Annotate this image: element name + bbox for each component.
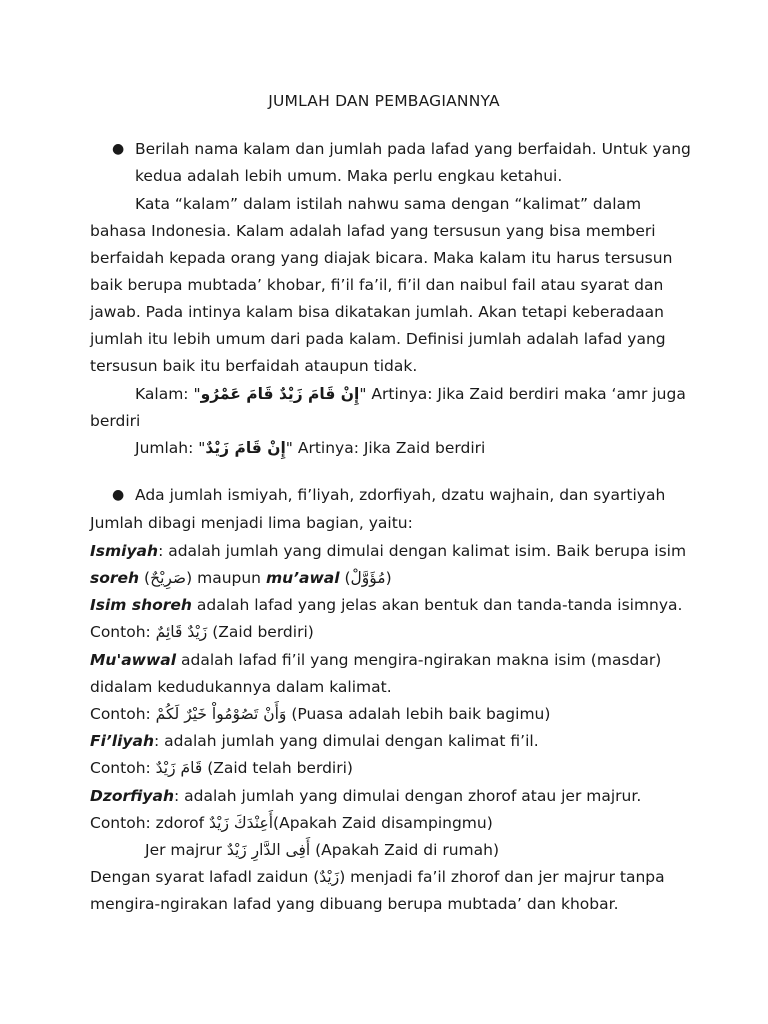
contoh1-arabic: زَيْدٌ قَائِمٌ	[155, 623, 208, 641]
jer-label: Jer majrur	[145, 841, 227, 859]
muawal-term: mu’awal	[265, 569, 340, 587]
para1-line5: jawab. Pada intinya kalam bisa dikatakan jumlah. Akan tetapi keberadaan	[90, 303, 664, 321]
filiyah-definition	[90, 731, 539, 751]
contoh-filiyah	[90, 758, 353, 778]
kalam-arabic: إِنْ قَامَ زَيْدٌ قَامَ عَمْرُو	[200, 385, 360, 403]
ismiyah-def: : adalah jumlah yang dimulai dengan kalimat isim. Baik berupa isim	[158, 542, 687, 560]
contoh-jer-majrur	[145, 840, 499, 860]
contoh2-meaning: (Puasa adalah lebih baik bagimu)	[286, 705, 551, 723]
ismiyah-definition	[90, 541, 686, 561]
bullet1-line1: Berilah nama kalam dan jumlah pada lafad yang berfaidah. Untuk yang	[135, 140, 691, 158]
bullet-marker: ●	[112, 487, 125, 503]
jer-meaning: (Apakah Zaid di rumah)	[310, 841, 499, 859]
para1-line6: jumlah itu lebih umum dari pada kalam. Definisi jumlah adalah lafad yang	[90, 330, 666, 348]
page-title: JUMLAH DAN PEMBAGIANNYA	[268, 92, 500, 110]
closing-arabic: زَيْدٌ	[319, 868, 340, 886]
contoh3-meaning: (Zaid telah berdiri)	[202, 759, 353, 777]
maupun-text: maupun	[192, 569, 266, 587]
soreh-term: soreh	[90, 569, 140, 587]
soreh-arabic: صَرِيْحٌ	[150, 569, 187, 587]
muawwal-term: Mu'awwal	[90, 651, 177, 669]
muawal-arabic: مُؤَوَّلْ	[350, 569, 386, 587]
jumlah-arabic: إِنْ قَامَ زَيْدٌ	[205, 439, 286, 457]
isim-shoreh-def: adalah lafad yang jelas akan bentuk dan tanda-tanda isimnya.	[191, 596, 683, 614]
closing-line2: mengira-ngirakan lafad yang dibuang berupa mubtada’ dan khobar.	[90, 895, 619, 913]
dzorfiyah-definition	[90, 786, 641, 806]
contoh4-arabic: أَعِنْدَكَ زَيْدٌ	[209, 814, 274, 832]
dzorfiyah-term: Dzorfiyah	[90, 787, 174, 805]
jumlah-example	[135, 438, 485, 458]
closing-post: ) menjadi fa’il zhorof dan jer majrur tanpa	[339, 868, 665, 886]
muawwal-definition	[90, 650, 661, 670]
contoh4-meaning: (Apakah Zaid disampingmu)	[273, 814, 493, 832]
division-intro: Jumlah dibagi menjadi lima bagian, yaitu:	[90, 514, 413, 532]
filiyah-def: : adalah jumlah yang dimulai dengan kalimat fi’il.	[154, 732, 539, 750]
para1-line3: berfaidah kepada orang yang diajak bicara. Maka kalam itu harus tersusun	[90, 249, 673, 267]
muawwal-def-cont: didalam kedudukannya dalam kalimat.	[90, 678, 392, 696]
contoh-zdorof	[90, 813, 493, 833]
bullet-marker: ●	[112, 141, 125, 157]
jer-arabic: أَفِى الدَّارِ زَيْدٌ	[226, 841, 311, 859]
para1-line1: Kata “kalam” dalam istilah nahwu sama dengan “kalimat” dalam	[135, 195, 642, 213]
contoh-muawwal	[90, 704, 550, 724]
closing-line1	[90, 867, 665, 887]
kalam-meaning-cont: berdiri	[90, 412, 141, 430]
filiyah-term: Fi’liyah	[90, 732, 155, 750]
contoh-label: Contoh:	[90, 759, 156, 777]
dzorfiyah-def: : adalah jumlah yang dimulai dengan zhorof atau jer majrur.	[173, 787, 642, 805]
kalam-label: Kalam: "	[135, 385, 201, 403]
contoh3-arabic: قَامَ زَيْدٌ	[155, 759, 203, 777]
ismiyah-types: soreh (صَرِيْحٌ) maupun mu’awal (مُؤَوَّلْ)	[90, 569, 392, 587]
jumlah-label: Jumlah: "	[135, 439, 206, 457]
ismiyah-term: Ismiyah	[90, 542, 159, 560]
isim-shoreh-definition	[90, 595, 682, 615]
para1-line2: bahasa Indonesia. Kalam adalah lafad yang tersusun yang bisa memberi	[90, 222, 656, 240]
contoh1-meaning: (Zaid berdiri)	[207, 623, 314, 641]
contoh-label: Contoh:	[90, 705, 156, 723]
muawwal-def: adalah lafad fi’il yang mengira-ngirakan makna isim (masdar)	[176, 651, 662, 669]
closing-pre: Dengan syarat lafadl zaidun (	[90, 868, 320, 886]
bullet1-line2: kedua adalah lebih umum. Maka perlu engkau ketahui.	[135, 167, 563, 185]
kalam-example	[135, 384, 686, 404]
bullet2-text: Ada jumlah ismiyah, fi’liyah, zdorfiyah, dzatu wajhain, dan syartiyah	[135, 486, 666, 504]
kalam-meaning: " Artinya: Jika Zaid berdiri maka ‘amr juga	[359, 385, 686, 403]
jumlah-meaning: " Artinya: Jika Zaid berdiri	[285, 439, 486, 457]
para1-line4: baik berupa mubtada’ khobar, fi’il fa’il, fi’il dan naibul fail atau syarat dan	[90, 276, 664, 294]
para1-line7: tersusun baik itu berfaidah ataupun tidak.	[90, 357, 418, 375]
contoh-label: Contoh:	[90, 623, 156, 641]
isim-shoreh-term: Isim shoreh	[90, 596, 192, 614]
contoh2-arabic: وَأَنْ تَصُوْمُواْ خَيْرٌ لَكُمْ	[155, 705, 287, 723]
contoh-isim-shoreh	[90, 622, 314, 642]
contoh-label: Contoh: zdorof	[90, 814, 210, 832]
